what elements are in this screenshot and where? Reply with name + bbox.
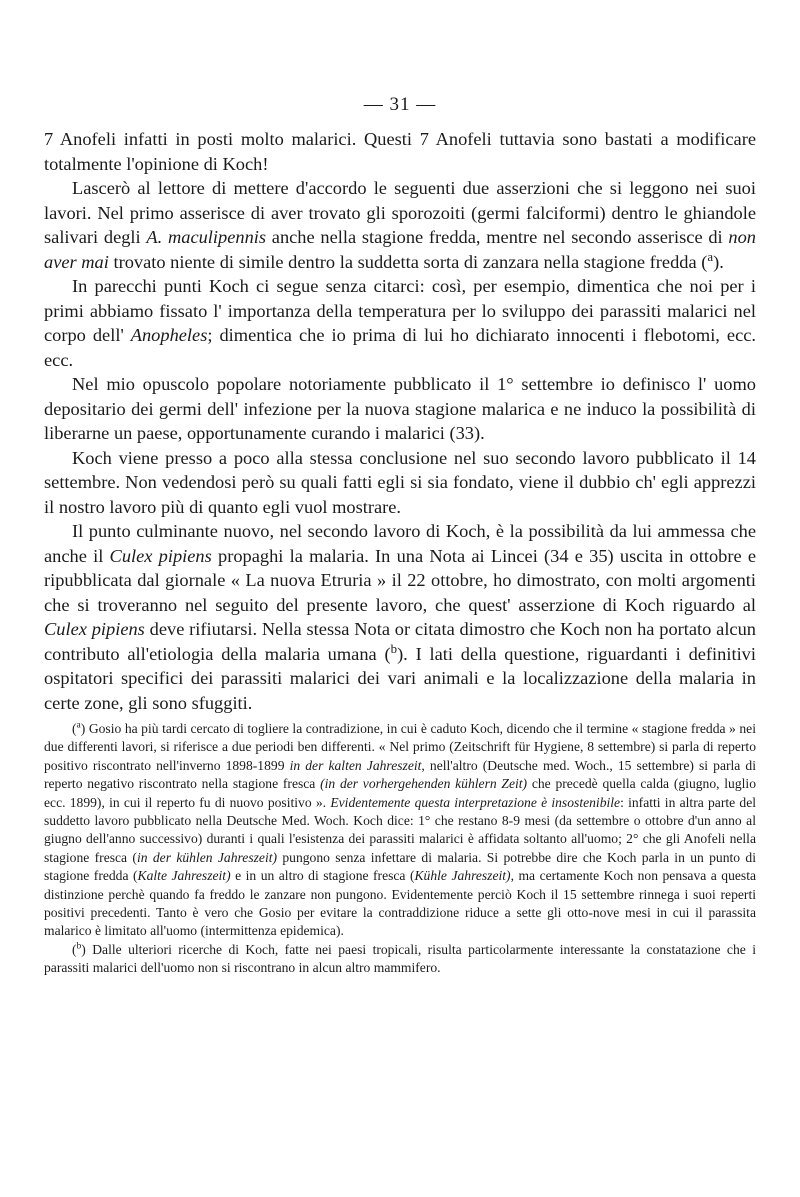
footnotes	[44, 720, 756, 978]
footnote-b: ($^b$) Dalle ulteriori ricerche di Koch, fatte nei paesi tropicali, risulta particolarmente interessante la constatazione che i parassiti malarici dell'uomo non si riscontrano in alcun altro mammifero.	[44, 941, 756, 976]
main-text	[44, 127, 756, 715]
paragraph: Lascerò al lettore di mettere d'accordo le seguenti due asserzioni che si leggono nei suoi lavori. Nel primo asserisce di aver trovato gli sporozoiti (germi falciformi) dentro le ghiandole salivari degli A. maculipennis anche nella stagione fredda, mentre nel secondo asserisce di non aver mai trovato niente di simile dentro la suddetta sorta di zanzara nella stagione fredda ($^a$).	[44, 178, 756, 272]
paragraph: 7 Anofeli infatti in posti molto malarici. Questi 7 Anofeli tuttavia sono bastati a modificare totalmente l'opinione di Koch!	[44, 129, 756, 174]
footnote-ref-a: a	[707, 249, 714, 264]
paragraph: Il punto culminante nuovo, nel secondo lavoro di Koch, è la possibilità da lui ammessa che anche il Culex pipiens propaghi la malaria. In una Nota ai Lincei (34 e 35) uscita in ottobre e ripubblicata dal giornale « La nuova Etruria » il 22 ottobre, ho dimostrato, con molti argomenti che si troveranno nel seguito del presente lavoro, che quest' asserzione di Koch riguardo al Culex pipiens deve rifiutarsi. Nella stessa Nota or citata dimostro che Koch non ha portato alcun contributo all'etiologia della malaria umana ($^b$). I lati della questione, riguardanti i definitivi ospitatori specifici dei parassiti malarici dei vari animali e la localizzazione della malaria in certe zone, gli sono sfuggiti.	[44, 521, 757, 713]
footnote-a: ($^a$) Gosio ha più tardi cercato di togliere la contradizione, in cui è caduto Koch, dicendo che il termine « stagione fredda » nei due differenti lavori, si riferisce a due periodi ben differenti. « Nel primo (Zeitschrift für Hygiene, 8 settembre) si parla di reperto positivo riscontrato nell'inverno 1898-1899 in der kalten Jahreszeit, nell'altro (Deutsche med. Woch., 15 settembre) si parla di reperto negativo riscontrato nella stagione fresca (in der vorhergehenden kühlern Zeit) che precedè quella calda (giugno, luglio ecc. 1899), in cui il reperto fu di nuovo positivo ». Evidentemente questa interpretazione è insostenibile: infatti in altra parte del suddetto lavoro pubblicato nella Deutsche Med. Woch. Koch dice: 1° che restano 8-9 mesi (da settembre o ottobre d'un anno al giugno dell'anno successivo) duranti i quali l'esistenza dei parassiti malarici è affidata soltanto all'uomo; 2° che gli Anofeli nella stagione fresca (in der kühlen Jahreszeit) pungono senza infettare di malaria. Si potrebbe dire che Koch parla in un punto di stagione fredda (Kalte Jahreszeit) e in un altro di stagione fresca (Kühle Jahreszeit), ma certamente Koch non pensava a questa distinzione perchè quando fa freddo le zanzare non pungono. Evidentemente perciò Koch il 15 settembre rinnega i suoi reperti positivi precedenti. Tanto è vero che Gosio per evitare la contraddizione riduce a sette gli otto-nove mesi in cui il parassita malarico è limitato all'uomo (intermittenza epidemica).	[44, 720, 757, 939]
paragraph: Koch viene presso a poco alla stessa conclusione nel suo secondo lavoro pubblicato il 14 settembre. Non vedendosi però su quali fatti egli si sia fondato, viene il dubbio ch' egli apprezzi il nostro lavoro più di quanto egli vuol mostrare.	[44, 447, 756, 517]
paragraph: In parecchi punti Koch ci segue senza citarci: così, per esempio, dimentica che noi per i primi abbiamo fissato l' importanza della temperatura per lo sviluppo dei parassiti malarici nel corpo dell' Anopheles; dimentica che io prima di lui ho dichiarato innocenti i flebotomi, ecc. ecc.	[44, 276, 756, 370]
page-number: — 31 —	[363, 94, 437, 115]
footnote-ref-b: b	[390, 641, 398, 656]
paragraph: Nel mio opuscolo popolare notoriamente pubblicato il 1° settembre io definisco l' uomo depositario dei germi dell' infezione per la nuova stagione malarica e ne induco la possibilità di liberarne un paese, opportunamente curando i malarici (33).	[44, 374, 756, 443]
